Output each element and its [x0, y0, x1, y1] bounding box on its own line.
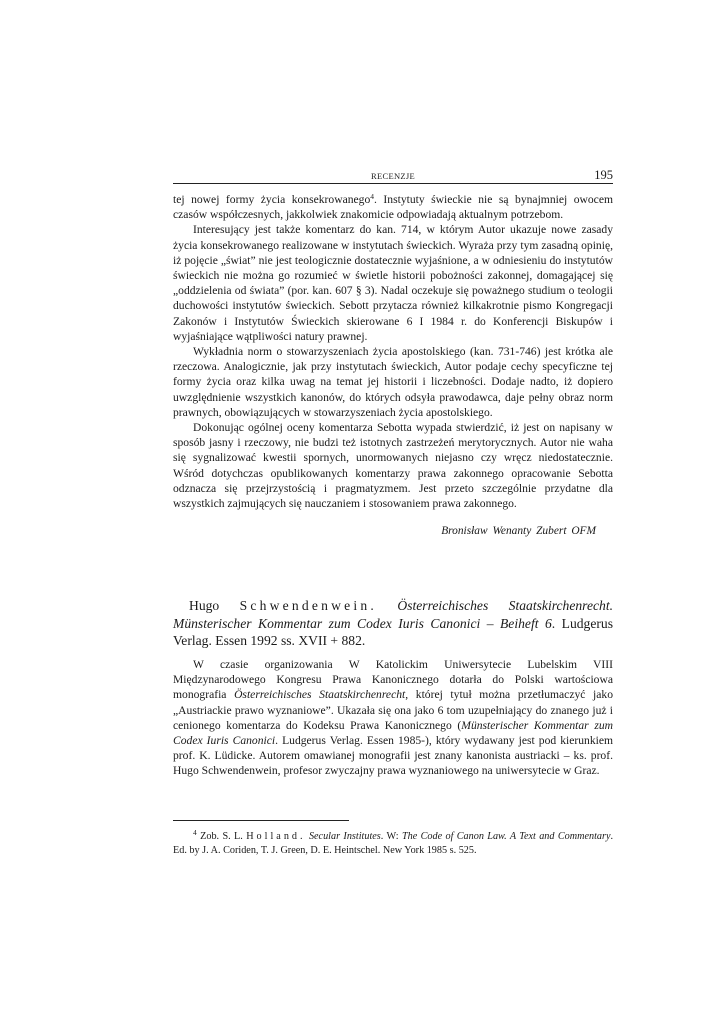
paragraph-4: Dokonując ogólnej oceny komentarza Sebotta wypada stwierdzić, iż jest on napisany w sposób jasny i rzeczowy, nie budzi też istotnych zastrzeżeń merytorycznych. Autor nie waha się sygnalizować kwestii spornych, unormowanych niejasno czy wręcz niedostatecznie. Wśród dotychczas opublikowanych komentarzy prawa zakonnego opracowanie Sebotta odznacza się przejrzystością i pragmatyzmem. Jest przeto szczególnie przydatne dla wszystkich zajmujących się nauczaniem i stosowaniem prawa zakonnego.	[173, 421, 613, 511]
footnote-rest: . Ed. by J. A. Coriden, T. J. Green, D. E. Heintschel. New York 1985 s. 525.	[173, 831, 614, 856]
book-author-first: Hugo	[189, 598, 220, 613]
footnote-number: 4	[193, 828, 197, 837]
paragraph-1-end: . Instytuty świeckie nie są bynajmniej owocem czasów współczesnych, jakkolwiek znakomicie odpowiadają aktualnym potrzebom.	[173, 193, 613, 222]
footnote-author: Holland.	[246, 831, 306, 842]
review-title-2: Münsterischer Kommentar zum Codex Iuris Canonici	[173, 718, 614, 748]
paragraph-2: Interesujący jest także komentarz do kan. 714, w którym Autor ukazuje nowe zasady życia konsekrowanego realizowane w instytutach świeckich. Wyraża przy tym zasadną opinię, iż pojęcie „świat” nie jest teologicznie dostatecznie wyjaśnione, a w odniesieniu do instytutów świeckich nie można go rozumieć w świetle historii pobożności zakonnej, domagającej się „oddzielenia od świata” (por. kan. 607 § 3). Nadal oczekuje się poważnego studium o teologii duchowości instytutów świeckich. Sebott przytacza również kilkakrotnie pismo Kongregacji Zakonów i Instytutów Świeckich skierowane 6 I 1984 r. do Konferencji Biskupów i wyjaśniające wątpliwości natury prawnej.	[173, 223, 613, 343]
header-rule	[173, 183, 613, 184]
footnote-prefix: Zob. S. L.	[200, 831, 243, 842]
book-author-last: Schwendenwein.	[239, 598, 377, 613]
running-head	[173, 170, 613, 184]
book-title: Österreichisches Staatskirchenrecht. Münsterischer Kommentar zum Codex Iuris Canonici – Beiheft 6	[173, 598, 613, 631]
paragraph-3: Wykładnia norm o stowarzyszeniach życia apostolskiego (kan. 731-746) jest krótka ale rzeczowa. Analogicznie, jak przy instytutach świeckich, Autor podaje cechy specyficzne tej formy życia oraz kilka uwag na temat jej historii i liczebności. Dodaje nadto, iż dopiero uwzględnienie wszystkich kanonów, do których odsyła prawodawca, daje pełny obraz norm prawnych, obowiązujących w stowarzyszeniach życia apostolskiego.	[173, 345, 613, 419]
footnote-rule	[173, 820, 349, 821]
footnote-series: The Code of Canon Law. A Text and Commentary	[401, 831, 611, 842]
book-details: . Ludgerus Verlag. Essen 1992 ss. XVII + 882.	[173, 615, 613, 648]
running-title: RECENZJE	[371, 171, 415, 181]
review-body	[173, 657, 613, 779]
page-number: 195	[594, 168, 613, 182]
review-paragraph-1	[173, 657, 613, 779]
review-continuation	[173, 192, 613, 511]
book-citation	[173, 597, 613, 650]
review-text-2: , której tytuł można przetłumaczyć jako „Austriackie prawo wyznaniowe”. Ukazała się ona jako 6 tom uzupełniający do znanego już i cenionego komentarza do Kodeksu Prawa Kanonicznego (	[173, 688, 613, 732]
paragraph-1-start: tej nowej formy życia konsekrowanego	[173, 193, 371, 206]
footnote	[173, 830, 613, 858]
footnote-ref: 4	[370, 192, 375, 201]
paragraph-1	[173, 192, 613, 222]
review-title-1: Österreichisches Staatskirchenrecht	[234, 688, 406, 702]
footnote-mid: . W:	[380, 831, 402, 842]
reviewer-signature: Bronisław Wenanty Zubert OFM	[441, 525, 596, 537]
footnote-title: Secular Institutes	[308, 831, 381, 842]
footnote-4	[173, 830, 613, 858]
review-text-1: W czasie organizowania W Katolickim Uniwersytecie Lubelskim VIII Międzynarodowego Kongresu Prawa Kanonicznego dotarła do Polski wartościowa monografia	[173, 658, 613, 702]
review-text-3: . Ludgerus Verlag. Essen 1985-), który wydawany jest pod kierunkiem prof. K. Lüdicke. Autorem omawianej monografii jest znany kanonista austriacki – ks. prof. Hugo Schwendenwein, profesor zwyczajny prawa wyznaniowego na uniwersytecie w Graz.	[173, 734, 614, 778]
